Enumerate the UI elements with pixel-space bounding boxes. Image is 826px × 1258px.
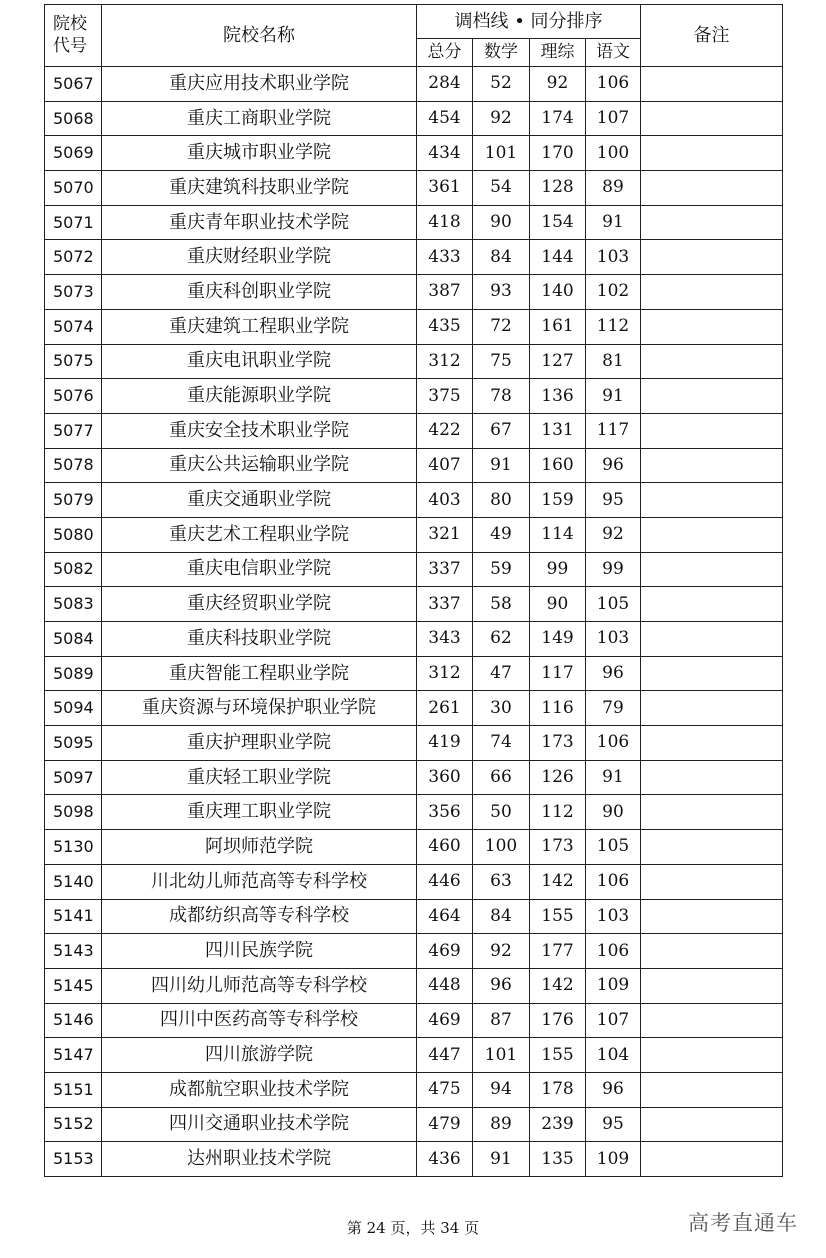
cell-math: 74: [473, 726, 530, 761]
cell-math: 49: [473, 517, 530, 552]
cell-school-name: 达州职业技术学院: [102, 1142, 417, 1177]
cell-total-score: 436: [417, 1142, 473, 1177]
table-row: [45, 587, 783, 622]
cell-school-code: 5130: [45, 830, 102, 865]
cell-chinese: 117: [586, 413, 641, 448]
cell-chinese: 92: [586, 517, 641, 552]
cell-school-name: 重庆经贸职业学院: [102, 587, 417, 622]
cell-school-code: 5143: [45, 934, 102, 969]
cell-science: 112: [530, 795, 586, 830]
header-chinese: 语文: [586, 39, 641, 67]
cell-math: 100: [473, 830, 530, 865]
cell-school-name: 四川民族学院: [102, 934, 417, 969]
cell-chinese: 89: [586, 171, 641, 206]
cell-science: 173: [530, 726, 586, 761]
cell-remarks: [641, 864, 783, 899]
cell-remarks: [641, 830, 783, 865]
cell-chinese: 90: [586, 795, 641, 830]
cell-school-name: 重庆财经职业学院: [102, 240, 417, 275]
cell-science: 116: [530, 691, 586, 726]
table-row: [45, 795, 783, 830]
cell-science: 127: [530, 344, 586, 379]
table-row: [45, 483, 783, 518]
cell-total-score: 460: [417, 830, 473, 865]
cell-school-code: 5094: [45, 691, 102, 726]
cell-total-score: 469: [417, 1003, 473, 1038]
cell-school-name: 重庆能源职业学院: [102, 379, 417, 414]
cell-total-score: 312: [417, 656, 473, 691]
cell-school-code: 5153: [45, 1142, 102, 1177]
cell-school-code: 5095: [45, 726, 102, 761]
cell-school-name: 重庆理工职业学院: [102, 795, 417, 830]
cell-total-score: 312: [417, 344, 473, 379]
table-row: [45, 136, 783, 171]
cell-school-code: 5141: [45, 899, 102, 934]
cell-total-score: 422: [417, 413, 473, 448]
cell-science: 136: [530, 379, 586, 414]
cell-math: 91: [473, 448, 530, 483]
header-total-score: 总分: [417, 39, 473, 67]
cell-chinese: 95: [586, 483, 641, 518]
cell-remarks: [641, 205, 783, 240]
cell-remarks: [641, 1072, 783, 1107]
brand-watermark: 高考直通车: [688, 1211, 798, 1235]
cell-school-code: 5147: [45, 1038, 102, 1073]
cell-total-score: 337: [417, 587, 473, 622]
table-row: [45, 934, 783, 969]
table-body: [45, 67, 783, 1177]
table-row: [45, 1038, 783, 1073]
cell-chinese: 91: [586, 205, 641, 240]
cell-science: 131: [530, 413, 586, 448]
cell-math: 90: [473, 205, 530, 240]
cell-total-score: 475: [417, 1072, 473, 1107]
cell-math: 93: [473, 275, 530, 310]
cell-remarks: [641, 934, 783, 969]
cell-science: 142: [530, 968, 586, 1003]
cell-total-score: 419: [417, 726, 473, 761]
cell-school-code: 5077: [45, 413, 102, 448]
cell-total-score: 403: [417, 483, 473, 518]
table-row: [45, 101, 783, 136]
cell-science: 176: [530, 1003, 586, 1038]
cell-chinese: 91: [586, 760, 641, 795]
cell-chinese: 107: [586, 1003, 641, 1038]
cell-school-name: 重庆建筑工程职业学院: [102, 309, 417, 344]
cell-math: 101: [473, 136, 530, 171]
cell-remarks: [641, 448, 783, 483]
cell-school-code: 5140: [45, 864, 102, 899]
cell-chinese: 81: [586, 344, 641, 379]
cell-science: 178: [530, 1072, 586, 1107]
cell-science: 90: [530, 587, 586, 622]
cell-total-score: 356: [417, 795, 473, 830]
cell-remarks: [641, 413, 783, 448]
cell-chinese: 91: [586, 379, 641, 414]
cell-chinese: 104: [586, 1038, 641, 1073]
cell-school-name: 重庆护理职业学院: [102, 726, 417, 761]
cell-remarks: [641, 552, 783, 587]
cell-science: 239: [530, 1107, 586, 1142]
cell-chinese: 109: [586, 968, 641, 1003]
cell-math: 63: [473, 864, 530, 899]
cell-school-name: 成都纺织高等专科学校: [102, 899, 417, 934]
cell-school-name: 四川旅游学院: [102, 1038, 417, 1073]
cell-school-name: 四川交通职业技术学院: [102, 1107, 417, 1142]
cell-total-score: 469: [417, 934, 473, 969]
score-table-sheet: [44, 4, 782, 1177]
cell-chinese: 96: [586, 448, 641, 483]
cell-school-code: 5075: [45, 344, 102, 379]
table-row: [45, 656, 783, 691]
cell-math: 91: [473, 1142, 530, 1177]
table-row: [45, 517, 783, 552]
cell-chinese: 112: [586, 309, 641, 344]
cell-science: 114: [530, 517, 586, 552]
cell-chinese: 102: [586, 275, 641, 310]
cell-math: 54: [473, 171, 530, 206]
page-footer: 第 24 页，共 34 页: [346, 1219, 480, 1237]
cell-school-name: 重庆轻工职业学院: [102, 760, 417, 795]
cell-math: 92: [473, 101, 530, 136]
cell-remarks: [641, 968, 783, 1003]
table-row: [45, 448, 783, 483]
cell-school-code: 5071: [45, 205, 102, 240]
cell-math: 80: [473, 483, 530, 518]
cell-remarks: [641, 656, 783, 691]
cell-school-code: 5145: [45, 968, 102, 1003]
table-row: [45, 344, 783, 379]
table-row: [45, 691, 783, 726]
cell-school-code: 5079: [45, 483, 102, 518]
cell-school-code: 5078: [45, 448, 102, 483]
cell-total-score: 387: [417, 275, 473, 310]
cell-total-score: 375: [417, 379, 473, 414]
cell-science: 155: [530, 899, 586, 934]
cell-remarks: [641, 309, 783, 344]
table-row: [45, 1107, 783, 1142]
cell-remarks: [641, 1107, 783, 1142]
cell-school-code: 5097: [45, 760, 102, 795]
cell-school-code: 5151: [45, 1072, 102, 1107]
cell-remarks: [641, 240, 783, 275]
cell-school-name: 重庆公共运输职业学院: [102, 448, 417, 483]
cell-remarks: [641, 587, 783, 622]
cell-remarks: [641, 171, 783, 206]
cell-total-score: 343: [417, 622, 473, 657]
cell-school-name: 重庆电信职业学院: [102, 552, 417, 587]
cell-remarks: [641, 379, 783, 414]
cell-total-score: 447: [417, 1038, 473, 1073]
header-remarks: 备注: [641, 5, 783, 67]
cell-science: 135: [530, 1142, 586, 1177]
cell-remarks: [641, 483, 783, 518]
table-row: [45, 240, 783, 275]
cell-school-code: 5073: [45, 275, 102, 310]
cell-science: 161: [530, 309, 586, 344]
header-school-code: 院校代号: [45, 5, 102, 67]
cell-remarks: [641, 344, 783, 379]
table-row: [45, 830, 783, 865]
cell-science: 144: [530, 240, 586, 275]
cell-chinese: 106: [586, 67, 641, 102]
cell-chinese: 106: [586, 726, 641, 761]
cell-science: 173: [530, 830, 586, 865]
table-row: [45, 171, 783, 206]
table-row: [45, 864, 783, 899]
cell-school-code: 5070: [45, 171, 102, 206]
cell-math: 50: [473, 795, 530, 830]
cell-school-name: 重庆城市职业学院: [102, 136, 417, 171]
cell-total-score: 435: [417, 309, 473, 344]
cell-remarks: [641, 1003, 783, 1038]
cell-school-code: 5082: [45, 552, 102, 587]
cell-remarks: [641, 101, 783, 136]
cell-total-score: 448: [417, 968, 473, 1003]
table-row: [45, 552, 783, 587]
cell-science: 128: [530, 171, 586, 206]
cell-school-name: 重庆科技职业学院: [102, 622, 417, 657]
header-row: [45, 5, 783, 39]
table-row: [45, 205, 783, 240]
admission-score-table: [44, 4, 783, 1177]
cell-science: 99: [530, 552, 586, 587]
cell-math: 52: [473, 67, 530, 102]
table-row: [45, 726, 783, 761]
cell-chinese: 105: [586, 830, 641, 865]
cell-school-name: 重庆智能工程职业学院: [102, 656, 417, 691]
cell-science: 92: [530, 67, 586, 102]
cell-chinese: 103: [586, 899, 641, 934]
cell-chinese: 109: [586, 1142, 641, 1177]
cell-school-name: 重庆建筑科技职业学院: [102, 171, 417, 206]
cell-school-name: 重庆应用技术职业学院: [102, 67, 417, 102]
cell-chinese: 79: [586, 691, 641, 726]
cell-chinese: 107: [586, 101, 641, 136]
cell-total-score: 337: [417, 552, 473, 587]
cell-math: 96: [473, 968, 530, 1003]
cell-remarks: [641, 136, 783, 171]
cell-science: 126: [530, 760, 586, 795]
cell-school-name: 重庆电讯职业学院: [102, 344, 417, 379]
cell-school-name: 重庆资源与环境保护职业学院: [102, 691, 417, 726]
header-school-name: 院校名称: [102, 5, 417, 67]
cell-total-score: 407: [417, 448, 473, 483]
cell-chinese: 99: [586, 552, 641, 587]
cell-school-code: 5080: [45, 517, 102, 552]
cell-total-score: 360: [417, 760, 473, 795]
cell-science: 142: [530, 864, 586, 899]
cell-science: 159: [530, 483, 586, 518]
cell-math: 58: [473, 587, 530, 622]
cell-math: 66: [473, 760, 530, 795]
cell-science: 174: [530, 101, 586, 136]
cell-total-score: 433: [417, 240, 473, 275]
cell-school-code: 5152: [45, 1107, 102, 1142]
cell-school-code: 5098: [45, 795, 102, 830]
cell-remarks: [641, 726, 783, 761]
cell-school-code: 5146: [45, 1003, 102, 1038]
cell-remarks: [641, 67, 783, 102]
cell-remarks: [641, 691, 783, 726]
cell-school-code: 5083: [45, 587, 102, 622]
cell-school-code: 5072: [45, 240, 102, 275]
cell-science: 177: [530, 934, 586, 969]
cell-chinese: 106: [586, 864, 641, 899]
table-row: [45, 1072, 783, 1107]
cell-school-name: 四川中医药高等专科学校: [102, 1003, 417, 1038]
table-row: [45, 379, 783, 414]
cell-school-code: 5089: [45, 656, 102, 691]
cell-remarks: [641, 899, 783, 934]
cell-school-name: 重庆工商职业学院: [102, 101, 417, 136]
cell-total-score: 418: [417, 205, 473, 240]
cell-science: 170: [530, 136, 586, 171]
cell-remarks: [641, 275, 783, 310]
cell-chinese: 95: [586, 1107, 641, 1142]
table-row: [45, 899, 783, 934]
cell-chinese: 103: [586, 240, 641, 275]
table-row: [45, 968, 783, 1003]
cell-school-code: 5076: [45, 379, 102, 414]
cell-total-score: 284: [417, 67, 473, 102]
cell-math: 89: [473, 1107, 530, 1142]
cell-total-score: 361: [417, 171, 473, 206]
header-science: 理综: [530, 39, 586, 67]
cell-remarks: [641, 517, 783, 552]
header-cutoff-group: 调档线 • 同分排序: [417, 5, 641, 39]
cell-total-score: 261: [417, 691, 473, 726]
cell-remarks: [641, 795, 783, 830]
cell-school-name: 川北幼儿师范高等专科学校: [102, 864, 417, 899]
cell-math: 87: [473, 1003, 530, 1038]
table-row: [45, 760, 783, 795]
table-row: [45, 275, 783, 310]
cell-science: 155: [530, 1038, 586, 1073]
cell-math: 92: [473, 934, 530, 969]
cell-school-name: 四川幼儿师范高等专科学校: [102, 968, 417, 1003]
cell-science: 140: [530, 275, 586, 310]
cell-remarks: [641, 760, 783, 795]
cell-chinese: 106: [586, 934, 641, 969]
cell-math: 30: [473, 691, 530, 726]
table-row: [45, 1003, 783, 1038]
table-row: [45, 309, 783, 344]
cell-math: 72: [473, 309, 530, 344]
cell-school-name: 成都航空职业技术学院: [102, 1072, 417, 1107]
cell-science: 160: [530, 448, 586, 483]
cell-school-code: 5068: [45, 101, 102, 136]
header-math: 数学: [473, 39, 530, 67]
cell-math: 47: [473, 656, 530, 691]
table-row: [45, 413, 783, 448]
cell-school-name: 重庆科创职业学院: [102, 275, 417, 310]
cell-math: 62: [473, 622, 530, 657]
cell-school-name: 重庆青年职业技术学院: [102, 205, 417, 240]
table-row: [45, 622, 783, 657]
cell-math: 59: [473, 552, 530, 587]
cell-chinese: 100: [586, 136, 641, 171]
cell-math: 84: [473, 240, 530, 275]
cell-school-code: 5069: [45, 136, 102, 171]
cell-school-code: 5084: [45, 622, 102, 657]
cell-math: 78: [473, 379, 530, 414]
cell-science: 154: [530, 205, 586, 240]
cell-math: 101: [473, 1038, 530, 1073]
cell-school-name: 重庆安全技术职业学院: [102, 413, 417, 448]
cell-math: 75: [473, 344, 530, 379]
cell-remarks: [641, 622, 783, 657]
cell-chinese: 96: [586, 656, 641, 691]
cell-school-code: 5067: [45, 67, 102, 102]
cell-total-score: 464: [417, 899, 473, 934]
cell-total-score: 454: [417, 101, 473, 136]
table-row: [45, 67, 783, 102]
cell-chinese: 96: [586, 1072, 641, 1107]
cell-chinese: 105: [586, 587, 641, 622]
cell-total-score: 434: [417, 136, 473, 171]
cell-math: 67: [473, 413, 530, 448]
cell-school-name: 重庆艺术工程职业学院: [102, 517, 417, 552]
cell-math: 84: [473, 899, 530, 934]
cell-total-score: 479: [417, 1107, 473, 1142]
cell-total-score: 446: [417, 864, 473, 899]
cell-school-code: 5074: [45, 309, 102, 344]
cell-school-name: 阿坝师范学院: [102, 830, 417, 865]
table-row: [45, 1142, 783, 1177]
cell-school-name: 重庆交通职业学院: [102, 483, 417, 518]
cell-science: 117: [530, 656, 586, 691]
cell-math: 94: [473, 1072, 530, 1107]
cell-science: 149: [530, 622, 586, 657]
cell-total-score: 321: [417, 517, 473, 552]
cell-remarks: [641, 1142, 783, 1177]
cell-chinese: 103: [586, 622, 641, 657]
cell-remarks: [641, 1038, 783, 1073]
